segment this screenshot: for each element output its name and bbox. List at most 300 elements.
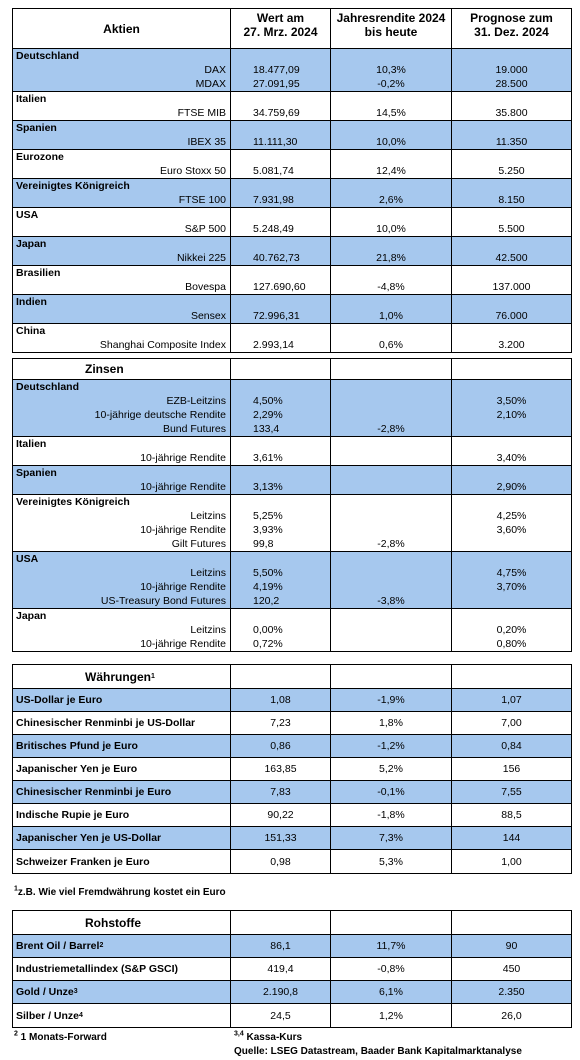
- spacer: [452, 237, 571, 251]
- row-ytd: 14,5%: [376, 107, 406, 119]
- row-label: US-Treasury Bond Futures: [100, 595, 226, 607]
- spacer: [452, 121, 571, 135]
- rohstoffe-header-empty-3: [452, 911, 571, 934]
- row-value: 127.690,60: [253, 281, 306, 293]
- row-label: IBEX 35: [187, 136, 226, 148]
- spacer: [231, 150, 330, 164]
- footnote-2: [14, 1032, 107, 1043]
- row-forecast: 0,20%: [496, 624, 527, 636]
- row-label: 10-jährige Rendite: [140, 581, 226, 593]
- row-ytd: -0,1%: [331, 781, 452, 803]
- waehrungen-footnote-sup: 1: [14, 885, 18, 893]
- row-ytd: 5,2%: [331, 758, 452, 780]
- row-value: 2,29%: [253, 409, 283, 421]
- waehrungen-footnote: [14, 887, 226, 898]
- footnote-34: [234, 1032, 302, 1043]
- group-col-1: [13, 49, 231, 91]
- row-ytd: [331, 566, 451, 580]
- row-value: 34.759,69: [253, 107, 300, 119]
- group-title: Indien: [16, 296, 47, 308]
- footnote-34-text: Kassa-Kurs: [243, 1032, 303, 1043]
- row-label: 10-jährige Rendite: [140, 638, 226, 650]
- row-forecast: 450: [502, 963, 521, 975]
- row-ytd: -1,9%: [331, 689, 452, 711]
- row-forecast: 3,60%: [496, 524, 527, 536]
- row-label: Bovespa: [185, 281, 226, 293]
- group-col-2: [231, 49, 331, 91]
- row-ytd: -0,2%: [377, 78, 405, 90]
- row-group: [13, 150, 571, 179]
- row-group: [13, 121, 571, 150]
- group-title: USA: [16, 209, 39, 221]
- row-value: 3,61%: [253, 452, 283, 464]
- spacer: [452, 437, 571, 451]
- group-col-4: [452, 92, 571, 120]
- group-col-3: [331, 237, 452, 265]
- row-label: Leitzins: [190, 510, 226, 522]
- group-col-4: [452, 324, 571, 352]
- row-label-text: Schweizer Franken je Euro: [16, 855, 150, 868]
- group-col-1: [13, 266, 231, 294]
- row-value: 151,33: [231, 827, 331, 849]
- row-forecast: 8.150: [498, 194, 525, 206]
- row-ytd: -3,8%: [377, 595, 405, 607]
- row-label: Euro Stoxx 50: [160, 165, 226, 177]
- row-value: 133,4: [253, 423, 280, 435]
- group-col-2: [231, 179, 331, 207]
- group-col-4: [452, 150, 571, 178]
- spacer: [231, 208, 330, 222]
- row-ytd: [331, 408, 451, 422]
- row-forecast: 137.000: [492, 281, 531, 293]
- spacer: [231, 179, 330, 193]
- group-row: [13, 495, 571, 551]
- row-forecast: 2,90%: [496, 481, 527, 493]
- row-ytd: [331, 523, 451, 537]
- row-group: [13, 609, 571, 651]
- spacer: [231, 609, 330, 623]
- row-ytd: 5,3%: [331, 850, 452, 873]
- row-forecast: 1,07: [501, 694, 522, 706]
- group-col-2: [231, 495, 331, 551]
- group-col-3: [331, 609, 452, 651]
- row-value: 5,50%: [253, 567, 283, 579]
- row-group: [13, 552, 571, 609]
- row-ytd: [331, 580, 451, 594]
- waehrungen-title-text: Währungen: [85, 669, 151, 684]
- row-forecast: [452, 594, 571, 608]
- group-col-2: [231, 609, 331, 651]
- row-value: 3,93%: [253, 524, 283, 536]
- group-row: [13, 295, 571, 323]
- spacer: [231, 495, 330, 509]
- row-forecast: [452, 537, 571, 551]
- row-value: 7,23: [231, 712, 331, 734]
- table-row: [13, 735, 571, 758]
- spacer: [231, 295, 330, 309]
- row-forecast: 90: [505, 940, 518, 952]
- group-col-3: [331, 552, 452, 608]
- group-col-3: [331, 208, 452, 236]
- row-forecast: 3.200: [498, 339, 525, 351]
- group-col-4: [452, 466, 571, 494]
- group-row: [13, 380, 571, 436]
- waehrungen-header-row: [13, 665, 571, 689]
- row-label: [13, 758, 231, 780]
- spacer: [331, 295, 451, 309]
- spacer: [231, 380, 330, 394]
- aktien-body: [13, 49, 571, 352]
- spacer: [452, 495, 571, 509]
- row-ytd: 1,0%: [379, 310, 403, 322]
- row-ytd: 6,1%: [331, 981, 452, 1003]
- row-forecast: 11.350: [495, 136, 528, 148]
- header-wert-line1: Wert am: [256, 11, 305, 25]
- row-value: 419,4: [231, 958, 331, 980]
- row-label: 10-jährige Rendite: [140, 524, 226, 536]
- row-label-text: Silber / Unze: [16, 1009, 80, 1022]
- group-col-2: [231, 466, 331, 494]
- group-col-1: [13, 150, 231, 178]
- rohstoffe-title: Rohstoffe: [13, 911, 231, 934]
- group-col-4: [452, 208, 571, 236]
- zinsen-table: [12, 358, 572, 652]
- spacer: [452, 609, 571, 623]
- zinsen-header-empty-1: [231, 359, 331, 379]
- group-col-2: [231, 266, 331, 294]
- row-label: Gold / Unze 3: [13, 981, 231, 1003]
- spacer: [452, 266, 571, 280]
- row-label: Bund Futures: [162, 423, 226, 435]
- spacer: [452, 552, 571, 566]
- spacer: [331, 92, 451, 106]
- spacer: [331, 466, 451, 480]
- row-label: 10-jährige Rendite: [140, 481, 226, 493]
- row-forecast: 1,00: [501, 855, 522, 868]
- row-ytd: [331, 451, 451, 465]
- row-value: 90,22: [231, 804, 331, 826]
- spacer: [452, 324, 571, 338]
- aktien-title: Aktien: [13, 9, 231, 48]
- row-ytd: -1,2%: [331, 735, 452, 757]
- spacer: [331, 237, 451, 251]
- row-value: 120,2: [253, 595, 280, 607]
- table-row: [13, 850, 571, 873]
- row-label: Brent Oil / Barrel 2: [13, 935, 231, 957]
- group-col-4: [452, 295, 571, 323]
- row-value: 27.091,95: [253, 78, 300, 90]
- group-title: Italien: [16, 93, 47, 105]
- header-jahresrendite-line2: bis heute: [364, 25, 418, 39]
- row-label: EZB-Leitzins: [166, 395, 226, 407]
- waehrungen-title: Währungen 1: [13, 665, 231, 688]
- waehrungen-table: [12, 664, 572, 874]
- spacer: [231, 552, 330, 566]
- row-forecast: 144: [502, 832, 521, 844]
- table-row: [13, 935, 571, 958]
- group-col-1: [13, 179, 231, 207]
- group-title: Brasilien: [16, 267, 61, 279]
- group-col-3: [331, 179, 452, 207]
- row-value: 7,83: [231, 781, 331, 803]
- table-row: [13, 689, 571, 712]
- group-col-1: [13, 495, 231, 551]
- row-label-text: Chinesischer Renminbi je Euro: [16, 786, 172, 798]
- table-row: [13, 758, 571, 781]
- row-forecast: 3,50%: [496, 395, 527, 407]
- row-ytd: 10,3%: [376, 64, 406, 76]
- row-group: [13, 237, 571, 266]
- spacer: [331, 150, 451, 164]
- spacer: [452, 208, 571, 222]
- row-label-text: Gold / Unze: [16, 986, 74, 998]
- group-col-1: [13, 466, 231, 494]
- group-col-3: [331, 324, 452, 352]
- table-row: [13, 804, 571, 827]
- group-col-2: [231, 552, 331, 608]
- row-ytd: 1,8%: [331, 712, 452, 734]
- row-forecast: 19.000: [495, 64, 528, 76]
- header-prognose-line1: Prognose zum: [470, 11, 553, 25]
- row-forecast: 26,0: [501, 1009, 522, 1022]
- row-label: [13, 958, 231, 980]
- spacer: [231, 266, 330, 280]
- group-col-3: [331, 49, 452, 91]
- row-label: Leitzins: [190, 567, 226, 579]
- row-forecast: 3,40%: [496, 452, 527, 464]
- row-ytd: 11,7%: [331, 935, 452, 957]
- group-col-4: [452, 495, 571, 551]
- row-forecast: 7,55: [501, 786, 522, 798]
- spacer: [331, 266, 451, 280]
- group-col-3: [331, 266, 452, 294]
- spacer: [331, 495, 451, 509]
- row-value: 3,13%: [253, 481, 283, 493]
- row-forecast: 7,00: [501, 717, 522, 729]
- waehrungen-footnote-text: z.B. Wie viel Fremdwährung kostet ein Euro: [17, 887, 226, 898]
- group-row: [13, 466, 571, 494]
- waehrungen-body: [13, 689, 571, 873]
- row-label-text: Japanischer Yen je US-Dollar: [16, 832, 162, 844]
- group-col-4: [452, 179, 571, 207]
- row-ytd: [331, 509, 451, 523]
- group-col-4: [452, 380, 571, 436]
- row-label-text: Britisches Pfund je Euro: [16, 740, 138, 752]
- rohstoffe-header-row: [13, 911, 571, 935]
- row-ytd: -0,8%: [331, 958, 452, 980]
- spacer: [231, 324, 330, 338]
- row-label: [13, 735, 231, 757]
- row-forecast: 76.000: [495, 310, 528, 322]
- group-title: USA: [16, 553, 39, 565]
- row-forecast: 2.350: [498, 986, 525, 998]
- row-ytd: [331, 637, 451, 651]
- row-label: Gilt Futures: [171, 538, 226, 550]
- footnote-2-sup: 2: [14, 1030, 18, 1038]
- group-row: [13, 609, 571, 651]
- group-col-2: [231, 121, 331, 149]
- row-value: 0,00%: [253, 624, 283, 636]
- group-row: [13, 237, 571, 265]
- group-col-3: [331, 437, 452, 465]
- header-prognose-line2: 31. Dez. 2024: [474, 25, 549, 39]
- spacer: [331, 121, 451, 135]
- row-label-text: Japanischer Yen je Euro: [16, 763, 138, 775]
- group-col-3: [331, 150, 452, 178]
- group-col-1: [13, 208, 231, 236]
- group-row: [13, 150, 571, 178]
- header-jahresrendite: [331, 9, 452, 48]
- row-group: [13, 208, 571, 237]
- group-col-4: [452, 237, 571, 265]
- row-group: [13, 266, 571, 295]
- row-label-text: Brent Oil / Barrel: [16, 940, 100, 952]
- row-value: 163,85: [231, 758, 331, 780]
- aktien-header-row: [13, 9, 571, 49]
- row-value: 4,50%: [253, 395, 283, 407]
- group-title: Eurozone: [16, 151, 64, 163]
- row-label-text: US-Dollar je Euro: [16, 694, 103, 706]
- row-value: 0,98: [231, 850, 331, 873]
- row-label: Shanghai Composite Index: [99, 339, 226, 351]
- row-forecast: 5.250: [498, 165, 525, 177]
- group-col-3: [331, 466, 452, 494]
- group-col-1: [13, 324, 231, 352]
- row-ytd: 10,0%: [376, 136, 406, 148]
- group-row: [13, 552, 571, 608]
- row-value: 5.248,49: [253, 223, 294, 235]
- group-col-3: [331, 295, 452, 323]
- spacer: [452, 150, 571, 164]
- row-ytd: [331, 480, 451, 494]
- row-label-text: Industriemetallindex (S&P GSCI): [16, 963, 179, 975]
- group-title: Japan: [16, 610, 47, 622]
- header-jahresrendite-line1: Jahresrendite 2024: [336, 11, 446, 25]
- spacer: [452, 92, 571, 106]
- group-row: [13, 324, 571, 352]
- row-label: FTSE MIB: [177, 107, 226, 119]
- row-label: Leitzins: [190, 624, 226, 636]
- source-note: Quelle: LSEG Datastream, Baader Bank Kapitalmarktanalyse: [234, 1046, 522, 1057]
- row-group: [13, 466, 571, 495]
- row-ytd: -4,8%: [377, 281, 405, 293]
- row-forecast: 28.500: [495, 78, 528, 90]
- spacer: [331, 380, 451, 394]
- row-value: 18.477,09: [253, 64, 300, 76]
- row-ytd: 12,4%: [376, 165, 406, 177]
- row-label: [13, 781, 231, 803]
- group-col-4: [452, 609, 571, 651]
- group-col-1: [13, 92, 231, 120]
- row-value: 40.762,73: [253, 252, 300, 264]
- row-label: [13, 804, 231, 826]
- group-col-1: [13, 437, 231, 465]
- row-value: 2.993,14: [253, 339, 294, 351]
- row-label: 10-jährige deutsche Rendite: [94, 409, 226, 421]
- spacer: [331, 324, 451, 338]
- group-col-3: [331, 92, 452, 120]
- table-row: [13, 781, 571, 804]
- row-label: [13, 850, 231, 873]
- waehrungen-header-empty-1: [231, 665, 331, 688]
- row-label: DAX: [204, 64, 226, 76]
- row-group: [13, 495, 571, 552]
- rohstoffe-header-empty-1: [231, 911, 331, 934]
- rohstoffe-table: [12, 910, 572, 1028]
- group-title: Spanien: [16, 122, 57, 134]
- group-title: Deutschland: [16, 50, 80, 62]
- spacer: [231, 437, 330, 451]
- row-forecast: 88,5: [501, 809, 522, 821]
- group-title: Italien: [16, 438, 47, 450]
- spacer: [452, 179, 571, 193]
- group-col-4: [452, 121, 571, 149]
- row-value: 24,5: [231, 1004, 331, 1027]
- group-col-4: [452, 49, 571, 91]
- zinsen-title: Zinsen: [13, 359, 231, 379]
- group-title: Vereinigtes Königreich: [16, 180, 130, 192]
- waehrungen-header-empty-3: [452, 665, 571, 688]
- row-label-text: Indische Rupie je Euro: [16, 809, 130, 821]
- footnote-34-sup: 3,4: [234, 1030, 244, 1038]
- row-forecast: 0,80%: [496, 638, 527, 650]
- group-col-1: [13, 121, 231, 149]
- group-col-4: [452, 552, 571, 608]
- rohstoffe-header-empty-2: [331, 911, 452, 934]
- row-group: [13, 380, 571, 437]
- row-value: 5,25%: [253, 510, 283, 522]
- group-col-3: [331, 380, 452, 436]
- row-value: 7.931,98: [253, 194, 294, 206]
- zinsen-body: [13, 380, 571, 651]
- rohstoffe-body: [13, 935, 571, 1027]
- row-label: S&P 500: [184, 223, 226, 235]
- spacer: [331, 208, 451, 222]
- spacer: [331, 552, 451, 566]
- zinsen-header-empty-2: [331, 359, 452, 379]
- row-forecast: 2,10%: [496, 409, 527, 421]
- group-col-4: [452, 266, 571, 294]
- row-forecast: 0,84: [501, 740, 522, 752]
- group-col-2: [231, 208, 331, 236]
- row-ytd: 1,2%: [331, 1004, 452, 1027]
- spacer: [452, 466, 571, 480]
- row-ytd: 0,6%: [379, 339, 403, 351]
- group-title: Vereinigtes Königreich: [16, 496, 130, 508]
- row-label: Sensex: [190, 310, 226, 322]
- group-col-3: [331, 121, 452, 149]
- table-row: [13, 712, 571, 735]
- group-col-1: [13, 552, 231, 608]
- row-ytd: 21,8%: [376, 252, 406, 264]
- row-label: [13, 689, 231, 711]
- spacer: [331, 609, 451, 623]
- header-wert-line2: 27. Mrz. 2024: [243, 25, 318, 39]
- row-group: [13, 179, 571, 208]
- row-group: [13, 295, 571, 324]
- row-label: 10-jährige Rendite: [140, 452, 226, 464]
- aktien-table: [12, 8, 572, 353]
- table-row: [13, 958, 571, 981]
- group-row: [13, 92, 571, 120]
- zinsen-header-empty-3: [452, 359, 571, 379]
- group-col-3: [331, 495, 452, 551]
- row-value: 86,1: [231, 935, 331, 957]
- group-title: Japan: [16, 238, 47, 250]
- table-row: [13, 1004, 571, 1027]
- spacer: [331, 179, 451, 193]
- group-col-2: [231, 295, 331, 323]
